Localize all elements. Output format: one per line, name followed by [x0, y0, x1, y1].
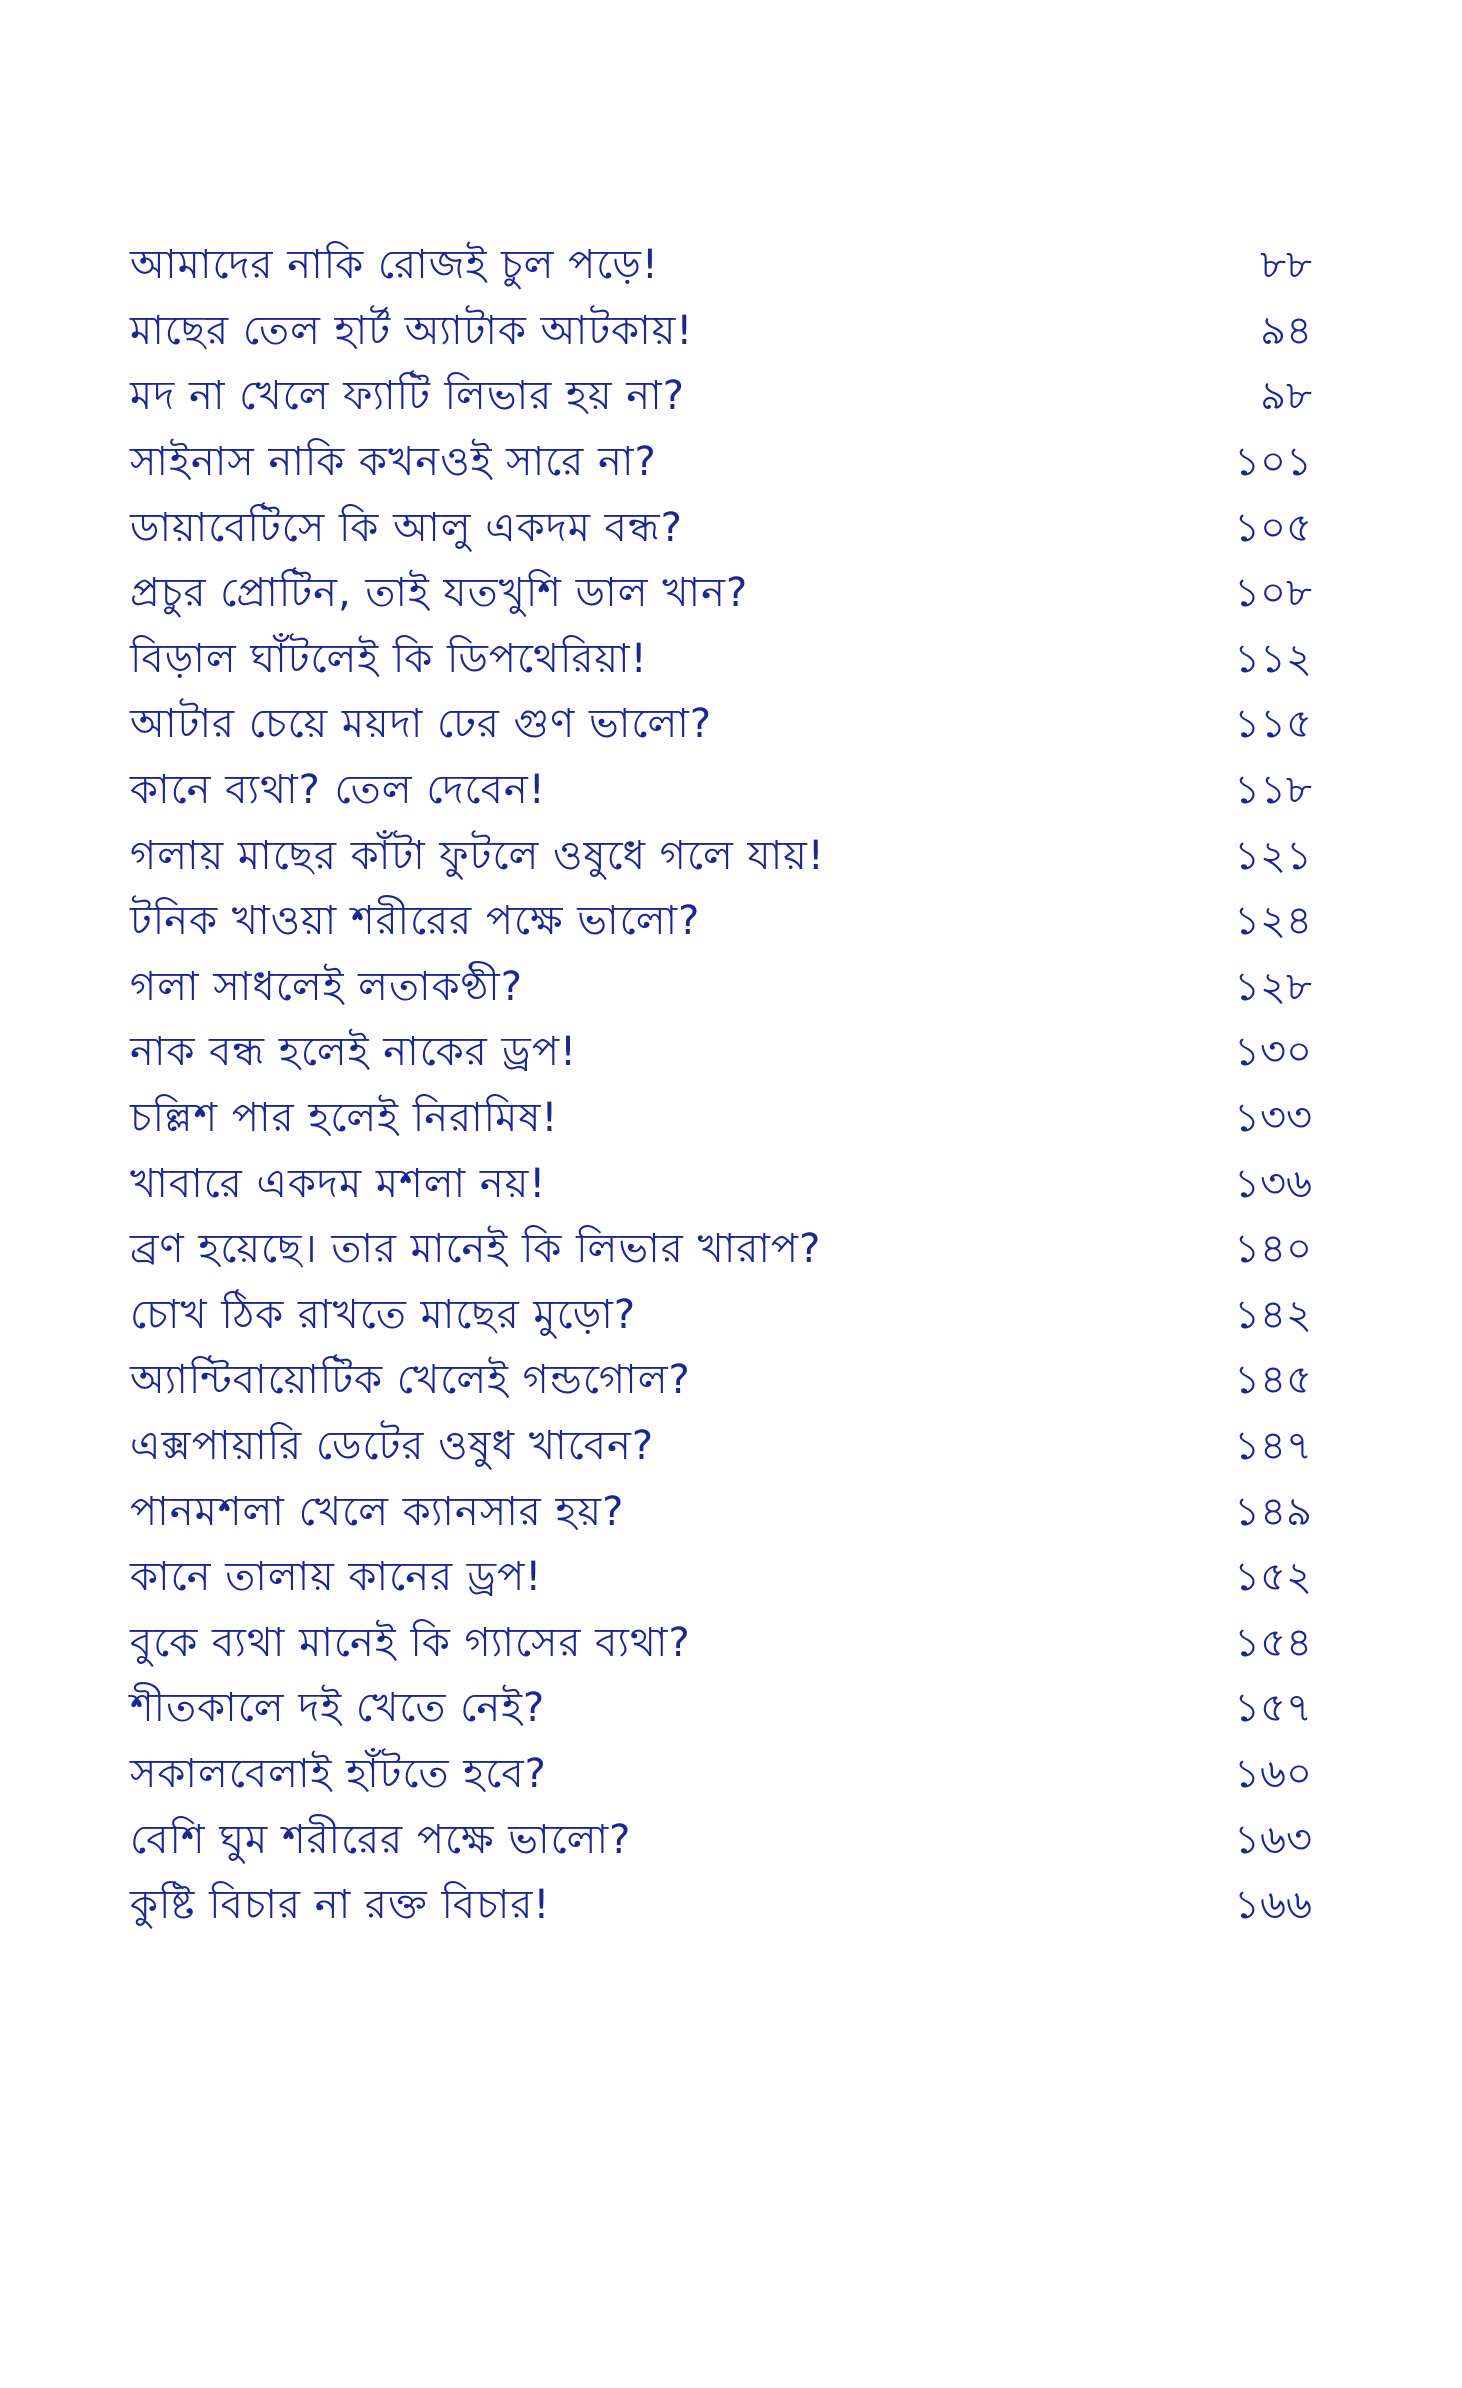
- toc-entry-title: কানে ব্যথা? তেল দেবেন!: [130, 767, 546, 814]
- toc-entry-page-number: ১০৮: [1234, 570, 1312, 617]
- toc-entry: [130, 562, 1312, 628]
- toc-entry: [130, 300, 1312, 366]
- toc-entry-title: সাইনাস নাকি কখনওই সারে না?: [130, 439, 657, 486]
- toc-entry-title: বুকে ব্যথা মানেই কি গ্যাসের ব্যথা?: [130, 1619, 691, 1666]
- toc-entry: [130, 1152, 1312, 1218]
- toc-entry-title: পানমশলা খেলে ক্যানসার হয়?: [130, 1488, 625, 1535]
- toc-entry-title: বিড়াল ঘাঁটলেই কি ডিপথেরিয়া!: [130, 635, 648, 682]
- table-of-contents: [130, 234, 1312, 1939]
- toc-entry-title: গলা সাধলেই লতাকণ্ঠী?: [130, 963, 523, 1010]
- toc-entry-page-number: ১২৪: [1234, 898, 1312, 945]
- toc-entry-title: টনিক খাওয়া শরীরের পক্ষে ভালো?: [130, 898, 701, 945]
- toc-entry-page-number: ৮৮: [1260, 242, 1312, 289]
- toc-entry: [130, 1415, 1312, 1481]
- toc-entry: [130, 365, 1312, 431]
- toc-entry: [130, 693, 1312, 759]
- toc-entry: [130, 628, 1312, 694]
- toc-entry-title: চোখ ঠিক রাখতে মাছের মুড়ো?: [130, 1291, 637, 1338]
- toc-entry-page-number: ১৪৯: [1234, 1488, 1312, 1535]
- toc-entry-page-number: ১১৮: [1234, 767, 1312, 814]
- toc-entry-page-number: ১৪২: [1234, 1291, 1312, 1338]
- toc-entry-title: মদ না খেলে ফ্যাটি লিভার হয় না?: [130, 373, 685, 420]
- toc-entry: [130, 1546, 1312, 1612]
- toc-entry-page-number: ৯৮: [1260, 373, 1312, 420]
- toc-entry-title: কানে তালায় কানের ড্রপ!: [130, 1554, 543, 1601]
- toc-entry: [130, 431, 1312, 497]
- toc-entry-title: মাছের তেল হার্ট অ্যাটাক আটকায়!: [130, 307, 694, 354]
- toc-entry-title: আটার চেয়ে ময়দা ঢের গুণ ভালো?: [130, 701, 713, 748]
- toc-entry-page-number: ১৫৪: [1234, 1619, 1312, 1666]
- toc-entry: [130, 1284, 1312, 1350]
- toc-entry: [130, 1480, 1312, 1546]
- toc-entry: [130, 1743, 1312, 1809]
- toc-entry: [130, 1087, 1312, 1153]
- toc-entry-page-number: ১৬৬: [1234, 1882, 1312, 1929]
- toc-entry: [130, 956, 1312, 1022]
- toc-entry-page-number: ১৩৬: [1234, 1160, 1312, 1207]
- toc-entry-title: কুষ্টি বিচার না রক্ত বিচার!: [130, 1882, 551, 1929]
- toc-entry: [130, 1874, 1312, 1940]
- toc-entry: [130, 496, 1312, 562]
- toc-entry-page-number: ১৩০: [1234, 1029, 1312, 1076]
- toc-entry-page-number: ১১২: [1234, 635, 1312, 682]
- toc-entry-page-number: ১৪০: [1234, 1226, 1312, 1273]
- toc-entry-page-number: ১৩৩: [1234, 1095, 1312, 1142]
- toc-entry: [130, 1021, 1312, 1087]
- toc-entry: [130, 759, 1312, 825]
- toc-entry-title: খাবারে একদম মশলা নয়!: [130, 1160, 547, 1207]
- toc-entry-page-number: ১৫২: [1234, 1554, 1312, 1601]
- toc-entry-title: আমাদের নাকি রোজই চুল পড়ে!: [130, 242, 659, 289]
- toc-entry: [130, 1349, 1312, 1415]
- toc-entry: [130, 890, 1312, 956]
- toc-entry: [130, 1611, 1312, 1677]
- toc-entry-page-number: ১২১: [1234, 832, 1312, 879]
- toc-entry-page-number: ১০৫: [1234, 504, 1312, 551]
- toc-entry-page-number: ১০১: [1234, 439, 1312, 486]
- toc-entry: [130, 1808, 1312, 1874]
- toc-entry-page-number: ১২৮: [1234, 963, 1312, 1010]
- toc-entry-page-number: ১৫৭: [1234, 1685, 1312, 1732]
- toc-entry-title: নাক বন্ধ হলেই নাকের ড্রপ!: [130, 1029, 578, 1076]
- toc-entry-page-number: ১৬০: [1234, 1750, 1312, 1797]
- toc-entry: [130, 824, 1312, 890]
- toc-entry-page-number: ১১৫: [1234, 701, 1312, 748]
- toc-entry-title: ডায়াবেটিসে কি আলু একদম বন্ধ?: [130, 504, 683, 551]
- toc-entry-title: ব্রণ হয়েছে। তার মানেই কি লিভার খারাপ?: [130, 1226, 822, 1273]
- toc-entry-title: চল্লিশ পার হলেই নিরামিষ!: [130, 1095, 559, 1142]
- toc-entry: [130, 1677, 1312, 1743]
- toc-entry-title: এক্সপায়ারি ডেটের ওষুধ খাবেন?: [130, 1422, 655, 1469]
- toc-entry-page-number: ১৪৭: [1234, 1422, 1312, 1469]
- toc-entry-title: প্রচুর প্রোটিন, তাই যতখুশি ডাল খান?: [130, 570, 749, 617]
- toc-entry-title: গলায় মাছের কাঁটা ফুটলে ওষুধে গলে যায়!: [130, 832, 825, 879]
- toc-entry-page-number: ৯৪: [1260, 307, 1312, 354]
- toc-entry-title: শীতকালে দই খেতে নেই?: [130, 1685, 546, 1732]
- toc-entry-title: সকালবেলাই হাঁটতে হবে?: [130, 1750, 547, 1797]
- toc-entry: [130, 234, 1312, 300]
- toc-entry-page-number: ১৬৩: [1234, 1816, 1312, 1863]
- toc-entry: [130, 1218, 1312, 1284]
- toc-entry-title: বেশি ঘুম শরীরের পক্ষে ভালো?: [130, 1816, 632, 1863]
- toc-entry-page-number: ১৪৫: [1234, 1357, 1312, 1404]
- toc-entry-title: অ্যান্টিবায়োটিক খেলেই গন্ডগোল?: [130, 1357, 691, 1404]
